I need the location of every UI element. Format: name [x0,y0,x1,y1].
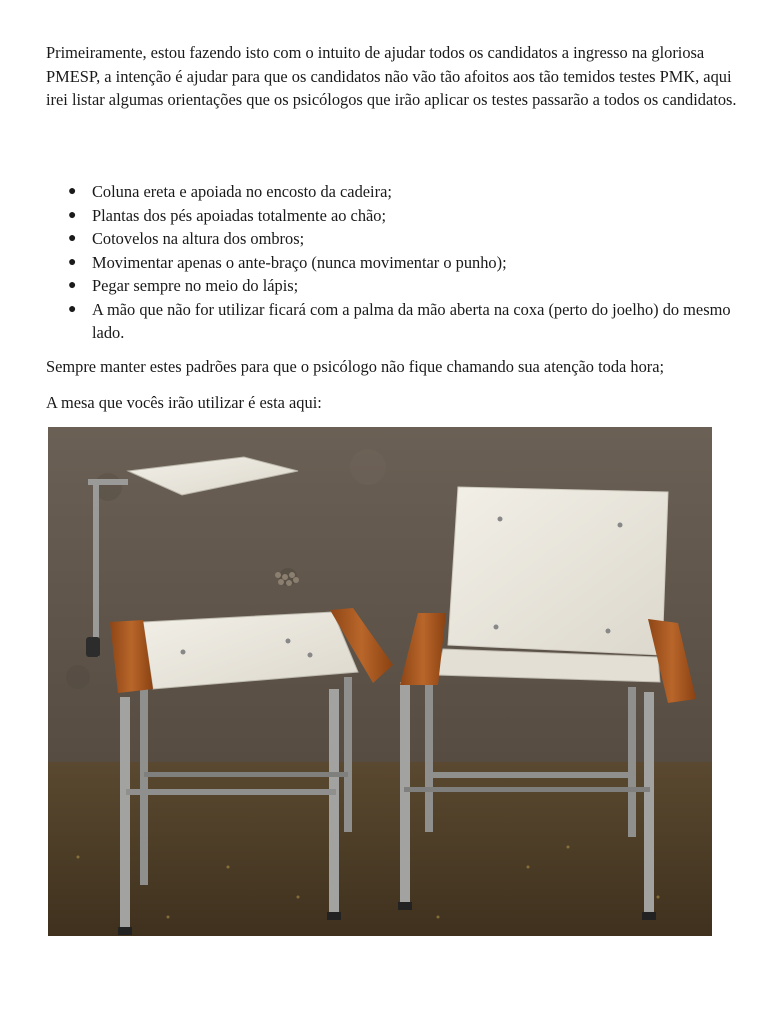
intro-paragraph: Primeiramente, estou fazendo isto com o intuito de ajudar todos os candidatos a ingresso na gloriosa PMESP, a intenção é ajudar para que os candidatos não vão tão afoitos aos tão temidos testes PMK, aqui irei listar algumas orientações que os psicólogos que irão aplicar os testes passarão a todos os candidatos. [46,43,737,109]
posture-note-paragraph: Sempre manter estes padrões para que o psicólogo não fique chamando sua atenção toda hora; [46,357,665,376]
list-item [46,204,748,228]
left-pole [93,482,99,657]
instructions-list [46,180,748,345]
bullet-icon: ● [68,231,77,246]
list-item-text: Plantas dos pés apoiadas totalmente ao chão; [92,205,387,225]
list-item-text: Coluna ereta e apoiada no encosto da cadeira; [92,182,392,201]
desk-photo [48,427,712,936]
bullet-icon: ● [68,278,77,293]
right-back-board [448,487,668,655]
list-item-text: Cotovelos na altura dos ombros; [92,229,305,248]
bullet-icon: ● [68,184,77,199]
bullet-icon: ● [68,207,77,223]
bullet-icon: ● [68,301,77,317]
list-item [46,180,748,204]
list-item [46,298,748,345]
list-item-text: A mão que não for utilizar ficará com a palma da mão aberta na coxa (perto do joelho) do mesmo lado. [92,299,731,342]
list-item [46,274,748,298]
list-item [46,227,748,251]
list-item [46,251,748,275]
list-item-text: Movimentar apenas o ante-braço (nunca movimentar o punho); [92,252,507,272]
desk-intro-paragraph: A mesa que vocês irão utilizar é esta aqui: [46,393,322,412]
bullet-icon: ● [68,254,77,270]
list-item-text: Pegar sempre no meio do lápis; [92,276,299,295]
